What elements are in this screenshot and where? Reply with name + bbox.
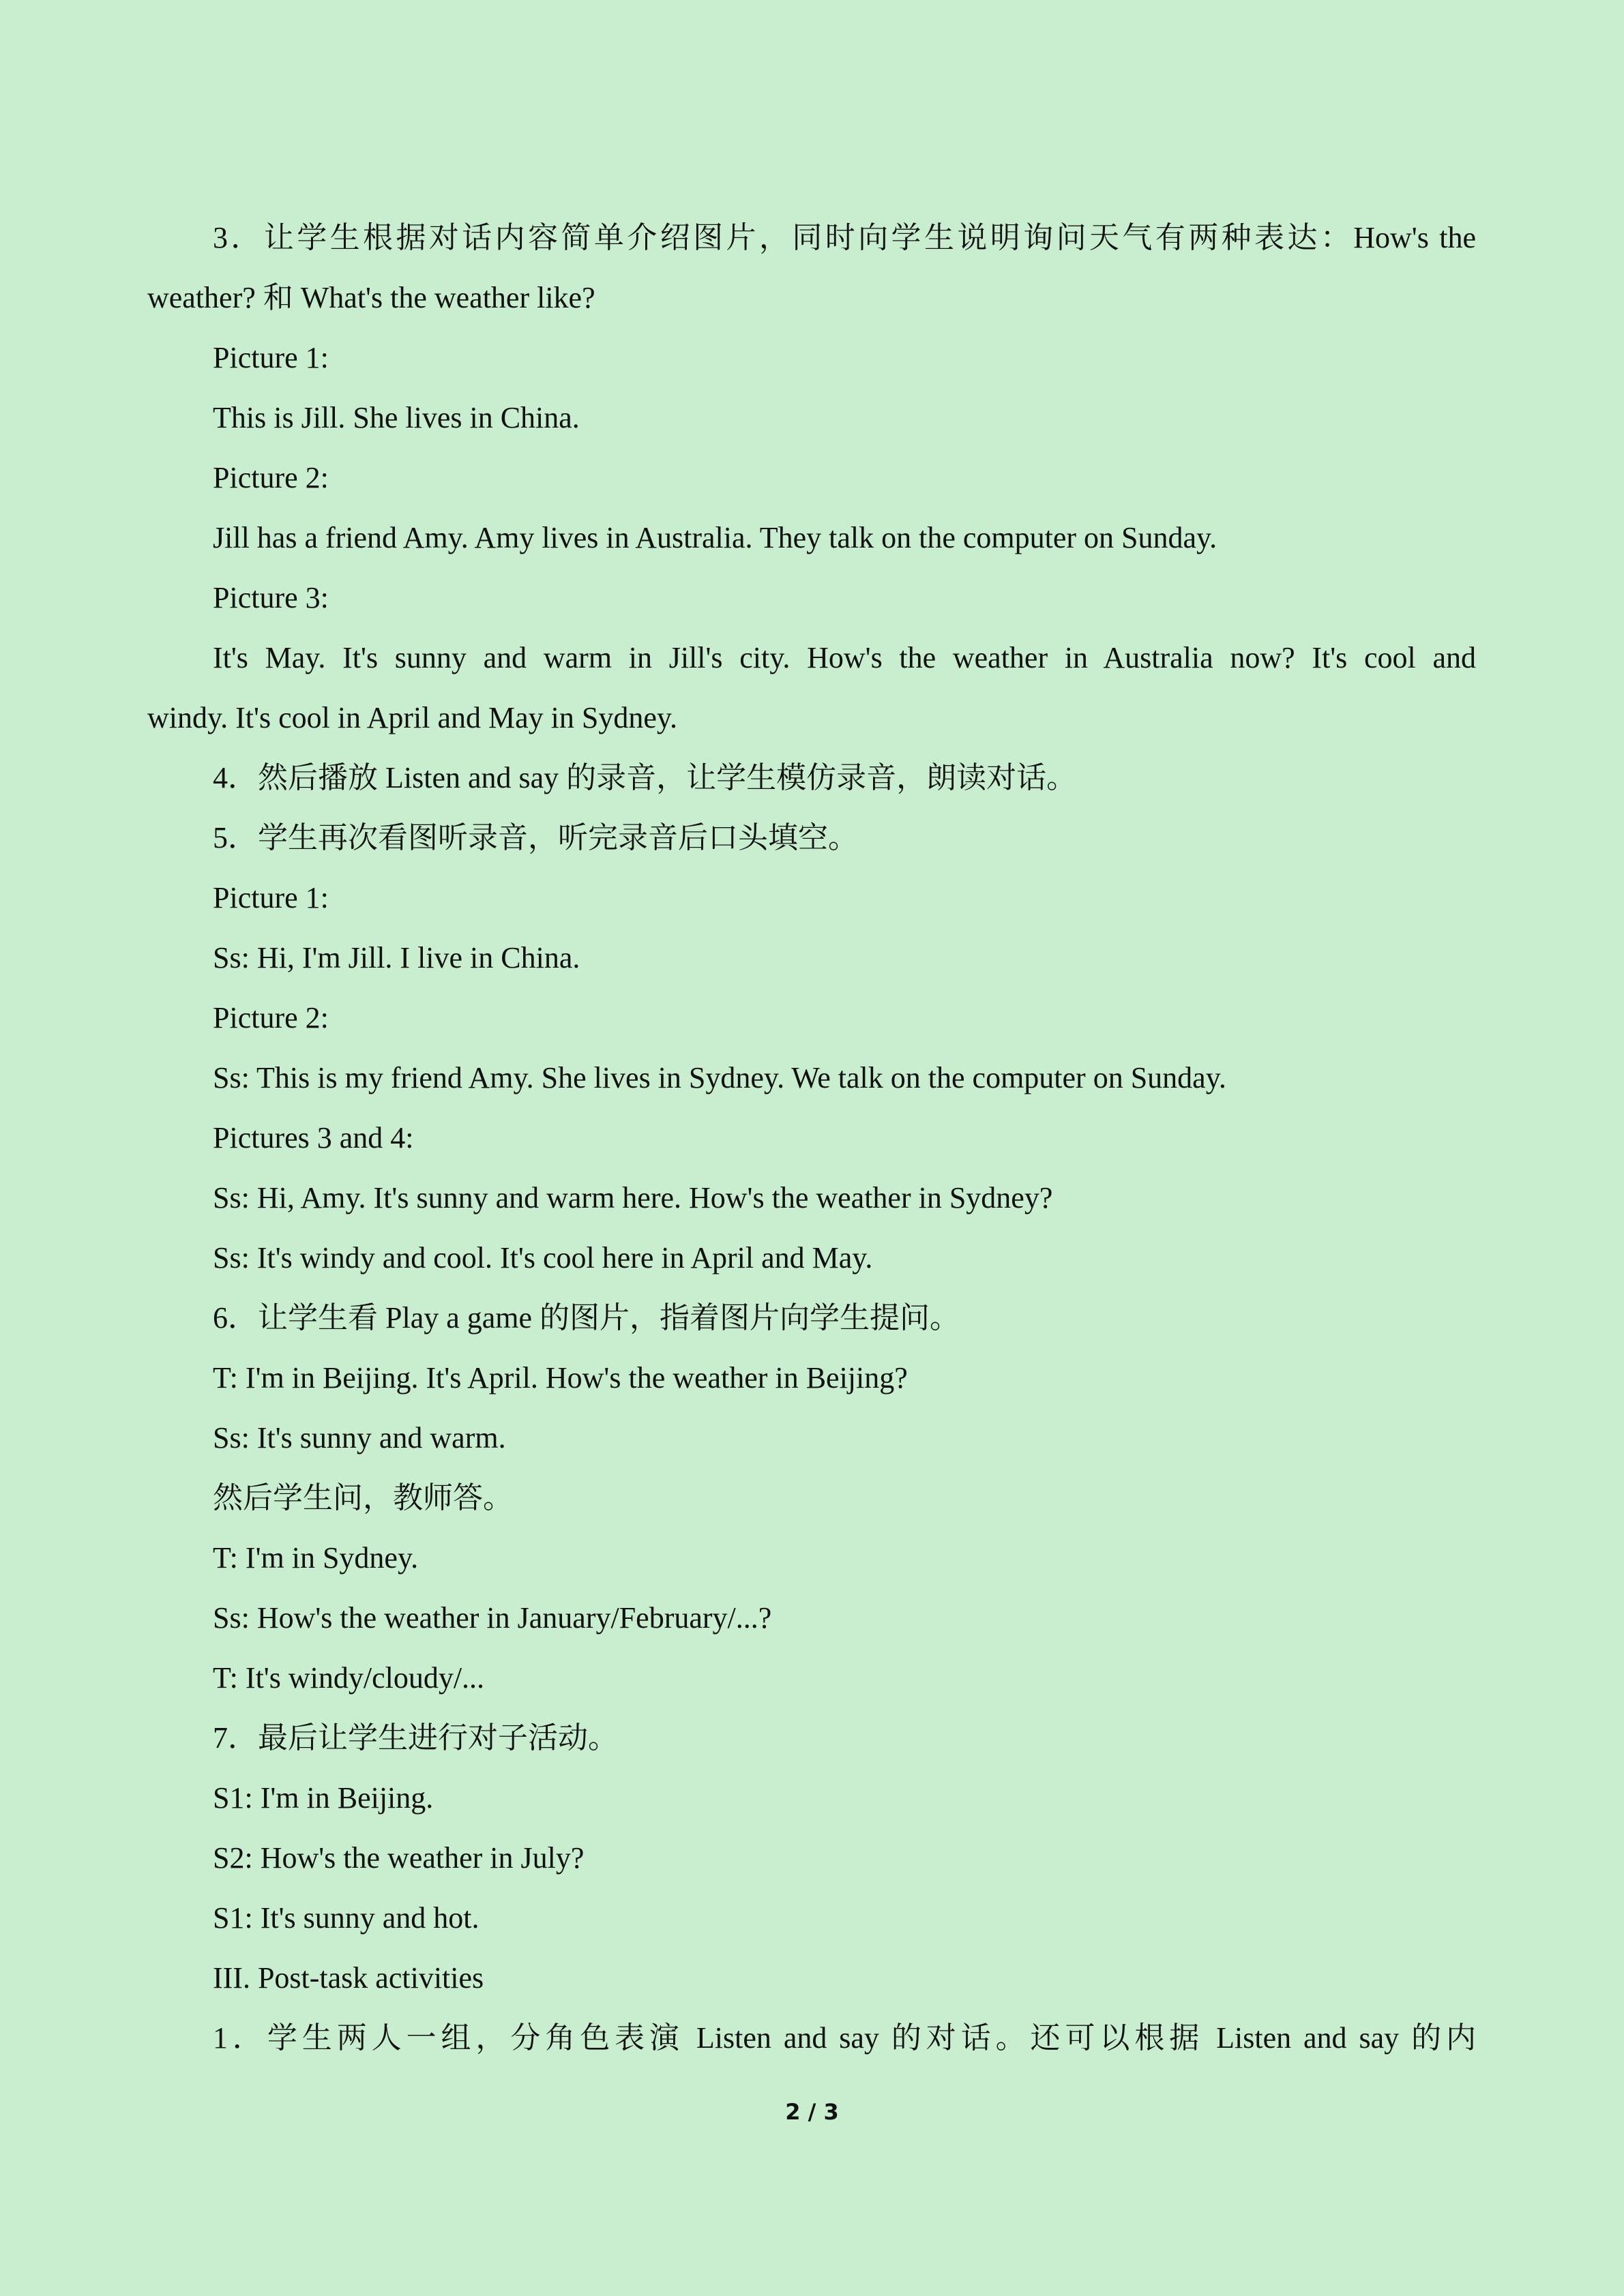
text-line: 7．最后让学生进行对子活动。 (213, 1721, 618, 1755)
text-line: S1: I'm in Beijing. (213, 1781, 434, 1815)
text-line: S2: How's the weather in July? (213, 1841, 585, 1875)
text-line: Jill has a friend Amy. Amy lives in Australia. They talk on the computer on Sunday. (213, 521, 1217, 554)
text-line: 6．让学生看 Play a game 的图片，指着图片向学生提问。 (213, 1301, 960, 1335)
text-line: Ss: It's sunny and warm. (213, 1421, 506, 1455)
text-line: Ss: Hi, I'm Jill. I live in China. (213, 941, 580, 974)
text-line: 5．学生再次看图听录音，听完录音后口头填空。 (213, 821, 858, 854)
text-line: Picture 1: (213, 341, 329, 374)
text-line: 1．学生两人一组，分角色表演 Listen and say 的对话。还可以根据 Listen and say 的内 (213, 2021, 1476, 2055)
text-line: This is Jill. She lives in China. (213, 401, 580, 434)
text-line: windy. It's cool in April and May in Sydney. (147, 701, 678, 734)
text-line: T: I'm in Sydney. (213, 1541, 419, 1575)
text-line: 3．让学生根据对话内容简单介绍图片，同时向学生说明询问天气有两种表达：How's the (213, 221, 1476, 254)
text-line: T: I'm in Beijing. It's April. How's the weather in Beijing? (213, 1361, 908, 1395)
text-line: Ss: Hi, Amy. It's sunny and warm here. How's the weather in Sydney? (213, 1181, 1053, 1214)
text-line: Ss: This is my friend Amy. She lives in Sydney. We talk on the computer on Sunday. (213, 1061, 1226, 1094)
text-line: Picture 1: (213, 881, 329, 914)
text-line: 然后学生问，教师答。 (213, 1481, 513, 1515)
text-line: Pictures 3 and 4: (213, 1121, 414, 1154)
text-line: Picture 2: (213, 1001, 329, 1034)
text-line: weather? 和 What's the weather like? (147, 281, 595, 314)
text-line: T: It's windy/cloudy/... (213, 1661, 485, 1695)
text-line: 4．然后播放 Listen and say 的录音，让学生模仿录音，朗读对话。 (213, 761, 1077, 794)
text-line: III. Post-task activities (213, 1961, 484, 1995)
text-line: Ss: How's the weather in January/February/...? (213, 1601, 772, 1635)
text-line: S1: It's sunny and hot. (213, 1901, 479, 1935)
text-line: Ss: It's windy and cool. It's cool here in April and May. (213, 1241, 873, 1274)
text-line: It's May. It's sunny and warm in Jill's city. How's the weather in Australia now? It's cool and (213, 641, 1476, 674)
document-body (147, 208, 1476, 2068)
text-line: Picture 3: (213, 581, 329, 614)
page-number: 2 / 3 (785, 2099, 839, 2125)
text-line: Picture 2: (213, 461, 329, 494)
